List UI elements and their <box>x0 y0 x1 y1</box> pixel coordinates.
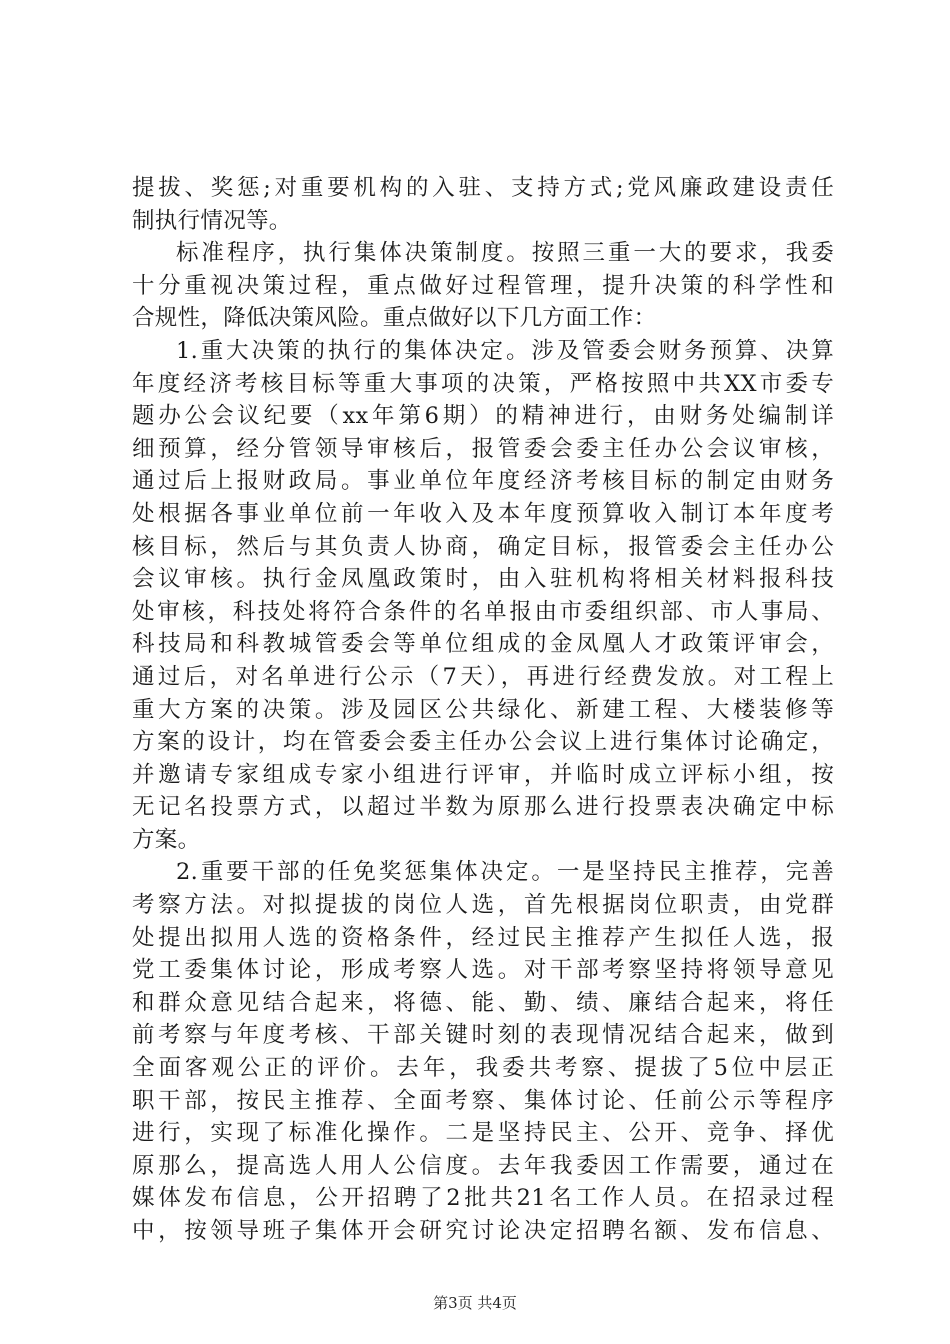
document-body <box>132 172 834 1248</box>
text-line: 核目标，然后与其负责人协商，确定目标，报管委会主任办公 <box>132 533 834 560</box>
text-line: 科技局和科教城管委会等单位组成的金凤凰人才政策评审会， <box>132 631 834 658</box>
text-line: 处审核，科技处将符合条件的名单报由市委组织部、市人事局、 <box>132 598 834 625</box>
text-line: 和群众意见结合起来，将德、能、勤、绩、廉结合起来，将任 <box>132 989 834 1016</box>
text-line: 细预算，经分管领导审核后，报管委会委主任办公会议审核， <box>132 435 834 462</box>
text-line: 进行，实现了标准化操作。二是坚持民主、公开、竞争、择优 <box>132 1120 834 1147</box>
paragraph-start-line: 2.重要干部的任免奖惩集体决定。一是坚持民主推荐，完善 <box>176 859 834 886</box>
text-line: 原那么，提高选人用人公信度。去年我委因工作需要，通过在 <box>132 1152 834 1179</box>
text-line: 处提出拟用人选的资格条件，经过民主推荐产生拟任人选，报 <box>132 924 834 951</box>
text-line: 提拔、奖惩;对重要机构的入驻、支持方式;党风廉政建设责任 <box>132 175 834 201</box>
text-line: 合规性，降低决策风险。重点做好以下几方面工作： <box>132 305 657 332</box>
text-line: 职干部，按民主推荐、全面考察、集体讨论、任前公示等程序 <box>132 1087 834 1114</box>
text-line: 会议审核。执行金凤凰政策时，由入驻机构将相关材料报科技 <box>132 566 834 593</box>
text-line: 重大方案的决策。涉及园区公共绿化、新建工程、大楼装修等 <box>132 696 834 723</box>
paragraph-start-line: 标准程序，执行集体决策制度。按照三重一大的要求，我委 <box>176 240 834 267</box>
text-line: 无记名投票方式，以超过半数为原那么进行投票表决确定中标 <box>132 794 834 821</box>
page-number-footer: 第3页 共4页 <box>433 1294 517 1312</box>
text-line: 通过后上报财政局。事业单位年度经济考核目标的制定由财务 <box>132 468 834 495</box>
text-line: 全面客观公正的评价。去年，我委共考察、提拔了5位中层正 <box>132 1055 834 1082</box>
text-line: 考察方法。对拟提拔的岗位人选，首先根据岗位职责，由党群 <box>132 892 834 919</box>
paragraph-start-line: 1.重大决策的执行的集体决定。涉及管委会财务预算、决算 <box>176 337 834 364</box>
text-line: 十分重视决策过程，重点做好过程管理，提升决策的科学性和 <box>132 272 834 299</box>
text-line: 制执行情况等。 <box>132 207 292 234</box>
text-line: 方案。 <box>132 826 201 853</box>
text-line: 方案的设计，均在管委会委主任办公会议上进行集体讨论确定， <box>132 729 834 756</box>
text-line: 处根据各事业单位前一年收入及本年度预算收入制订本年度考 <box>132 500 834 527</box>
text-line: 通过后，对名单进行公示（7天），再进行经费发放。对工程上 <box>132 663 834 690</box>
text-line: 前考察与年度考核、干部关键时刻的表现情况结合起来，做到 <box>132 1022 834 1049</box>
text-line: 媒体发布信息，公开招聘了2批共21名工作人员。在招录过程 <box>132 1185 834 1212</box>
text-line: 中，按领导班子集体开会研究讨论决定招聘名额、发布信息、 <box>132 1218 834 1244</box>
text-line: 年度经济考核目标等重大事项的决策，严格按照中共XX市委专 <box>132 370 834 397</box>
text-line: 题办公会议纪要（xx年第6期）的精神进行，由财务处编制详 <box>132 403 834 430</box>
text-line: 党工委集体讨论，形成考察人选。对干部考察坚持将领导意见 <box>132 957 834 984</box>
text-line: 并邀请专家组成专家小组进行评审，并临时成立评标小组，按 <box>132 761 834 788</box>
